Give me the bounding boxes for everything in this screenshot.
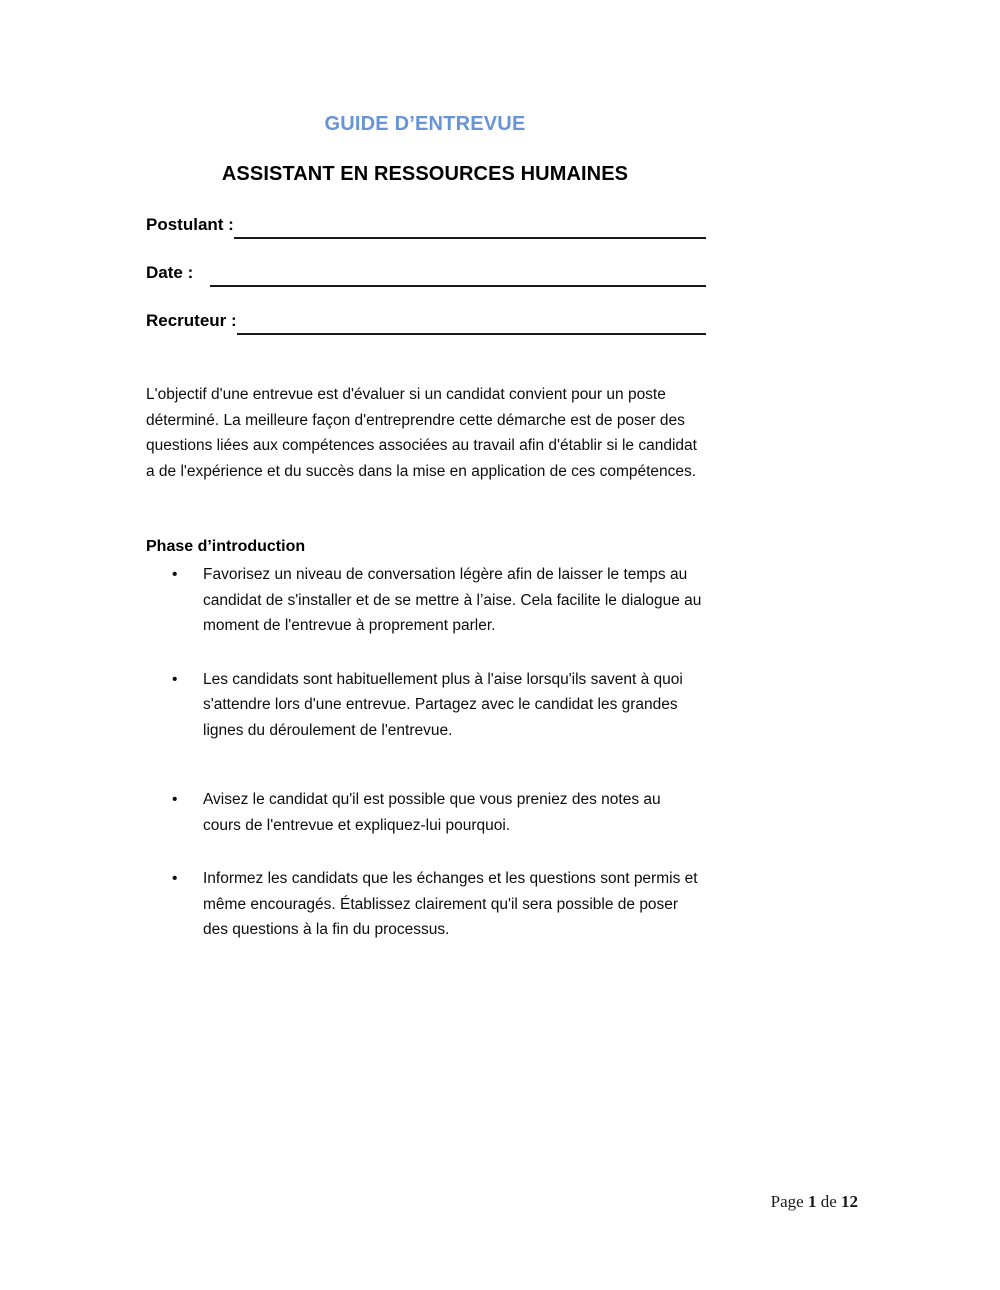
form-row-postulant <box>146 215 706 241</box>
bullet-icon: • <box>172 566 178 583</box>
list-item-text: Avisez le candidat qu'il est possible que vous preniez des notes au cours de l'entrevue et expliquez-lui pourquoi. <box>203 791 661 834</box>
footer-total-pages: 12 <box>841 1192 858 1211</box>
bullet-icon: • <box>172 791 178 808</box>
bullet-icon: • <box>172 670 178 688</box>
title-block <box>0 113 850 186</box>
document-subtitle: ASSISTANT EN RESSOURCES HUMAINES <box>221 163 629 185</box>
form-input-date[interactable] <box>210 270 706 287</box>
form-label-recruteur: Recruteur : <box>146 311 237 330</box>
form-label-postulant: Postulant : <box>146 215 234 234</box>
list-item <box>146 787 702 838</box>
list-item <box>146 866 702 943</box>
form-block <box>146 215 706 337</box>
list-item <box>146 667 702 744</box>
footer-prefix: Page <box>770 1192 808 1211</box>
list-item-text: Les candidats sont habituellement plus à l'aise lorsqu'ils savent à quoi s'attendre lors d'une entrevue. Partagez avec le candidat les grandes lignes du déroulement de l'entrevue. <box>203 670 683 739</box>
form-row-recruteur <box>146 311 706 337</box>
section-heading-phase-introduction: Phase d’introduction <box>146 538 306 555</box>
bullet-icon: • <box>172 870 178 887</box>
form-row-date <box>146 263 706 289</box>
page-footer <box>754 1172 858 1232</box>
document-title: GUIDE D’ENTREVUE <box>324 113 526 135</box>
intro-paragraph: L'objectif d'une entrevue est d'évaluer si un candidat convient pour un poste déterminé. La meilleure façon d'entreprendre cette démarche est de poser des questions liées aux compétences associées au travail afin d'établir si le candidat a de l'expérience et du succès dans la mise en application de ces compétences. <box>146 386 697 480</box>
list-item-text: Favorisez un niveau de conversation légère afin de laisser le temps au candidat de s'installer et de se mettre à l’aise. Cela facilite le dialogue au moment de l'entrevue à proprement parler. <box>203 566 702 634</box>
list-item <box>146 562 702 639</box>
footer-current-page: 1 <box>807 1192 817 1211</box>
footer-separator: de <box>816 1192 841 1211</box>
form-input-postulant[interactable] <box>234 222 706 239</box>
list-item-text: Informez les candidats que les échanges et les questions sont permis et même encouragés. Établissez clairement qu'il sera possible de poser des questions à la fin du processus. <box>203 870 698 938</box>
form-input-recruteur[interactable] <box>237 318 706 335</box>
introduction-bullet-list <box>146 562 702 943</box>
form-label-date: Date : <box>146 263 198 282</box>
